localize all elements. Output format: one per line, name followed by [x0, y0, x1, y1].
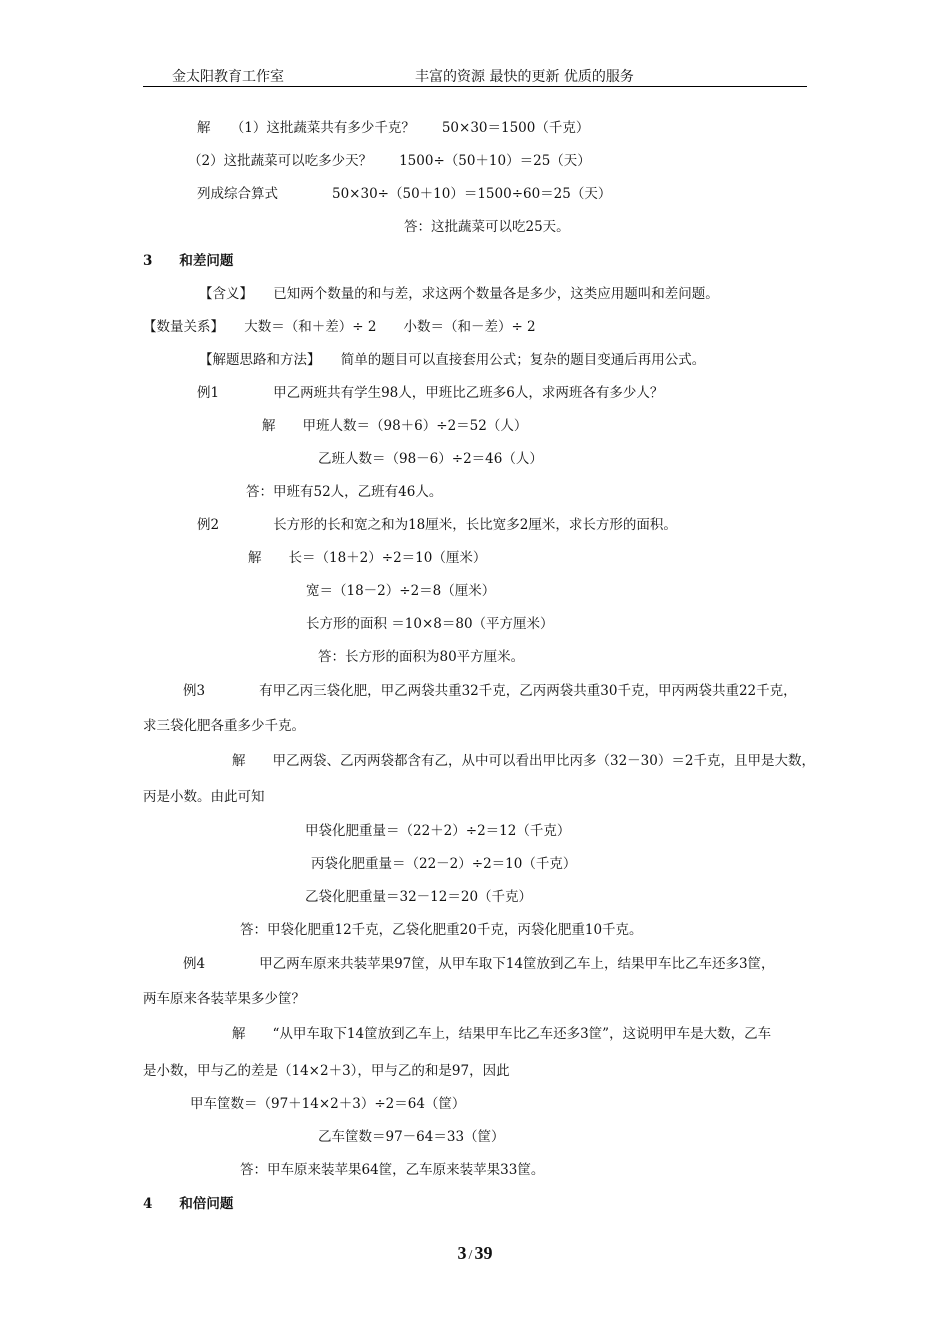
section-heading: 3 和差问题	[143, 253, 234, 269]
solution-line: 长方形的面积 ＝10×8＝80（平方厘米）	[306, 616, 554, 632]
example-line: 例4 甲乙两车原来共装苹果97筐，从甲车取下14筐放到乙车上，结果甲车比乙车还多3筐，	[183, 956, 775, 972]
answer-line: 答：甲班有52人，乙班有46人。	[246, 484, 443, 500]
solution-line: 乙袋化肥重量＝32－12＝20（千克）	[305, 889, 533, 905]
solution-line: 宽＝（18－2）÷2＝8（厘米）	[306, 583, 496, 599]
solution-line: 解 甲班人数＝（98＋6）÷2＝52（人）	[262, 418, 528, 434]
solution-line: 乙班人数＝（98－6）÷2＝46（人）	[318, 451, 543, 467]
solution-line: 甲车筐数＝（97＋14×2＋3）÷2＝64（筐）	[190, 1096, 466, 1112]
page-number	[0, 1243, 950, 1264]
total-pages: 39	[474, 1243, 493, 1263]
solution-line: 解 长＝（18＋2）÷2＝10（厘米）	[248, 550, 487, 566]
method-line: 【解题思路和方法】 简单的题目可以直接套用公式；复杂的题目变通后再用公式。	[199, 352, 706, 368]
header-rule	[143, 86, 807, 87]
definition-line: 【含义】 已知两个数量的和与差，求这两个数量各是多少，这类应用题叫和差问题。	[199, 286, 719, 302]
text-line: 列成综合算式 50×30÷（50＋10）＝1500÷60＝25（天）	[197, 186, 612, 202]
example-line: 例3 有甲乙丙三袋化肥，甲乙两袋共重32千克，乙丙两袋共重30千克，甲丙两袋共重22千克，	[183, 683, 797, 699]
solution-line: 丙袋化肥重量＝（22－2）÷2＝10（千克）	[311, 856, 577, 872]
text-line: 解 （1）这批蔬菜共有多少千克？ 50×30＝1500（千克）	[197, 120, 590, 136]
section-heading: 4 和倍问题	[143, 1196, 234, 1212]
solution-line: 是小数，甲与乙的差是（14×2＋3），甲与乙的和是97，因此	[143, 1063, 510, 1079]
solution-line: 解 “从甲车取下14筐放到乙车上，结果甲车比乙车还多3筐”，这说明甲车是大数，乙车	[232, 1026, 772, 1042]
solution-line: 丙是小数。由此可知	[143, 789, 265, 805]
answer-line: 答：甲袋化肥重12千克，乙袋化肥重20千克，丙袋化肥重10千克。	[240, 922, 643, 938]
example-line: 例1 甲乙两班共有学生98人，甲班比乙班多6人，求两班各有多少人？	[197, 385, 664, 401]
answer-line: 答：甲车原来装苹果64筐，乙车原来装苹果33筐。	[240, 1162, 545, 1178]
solution-line: 乙车筐数＝97－64＝33（筐）	[318, 1129, 505, 1145]
text-line: （2）这批蔬菜可以吃多少天？ 1500÷（50＋10）＝25（天）	[188, 153, 591, 169]
answer-line: 答：这批蔬菜可以吃25天。	[404, 219, 570, 235]
header-right-text: 丰富的资源 最快的更新 优质的服务	[415, 69, 634, 85]
header-left-text: 金太阳教育工作室	[172, 69, 284, 85]
quantity-relation-line: 【数量关系】 大数＝（和＋差）÷ 2 小数＝（和－差）÷ 2	[143, 319, 536, 335]
answer-line: 答：长方形的面积为80平方厘米。	[318, 649, 525, 665]
current-page: 3	[457, 1243, 467, 1263]
example-line: 例2 长方形的长和宽之和为18厘米，长比宽多2厘米，求长方形的面积。	[197, 517, 677, 533]
solution-line: 甲袋化肥重量＝（22＋2）÷2＝12（千克）	[305, 823, 571, 839]
solution-line: 解 甲乙两袋、乙丙两袋都含有乙，从中可以看出甲比丙多（32－30）＝2千克，且甲是大数，	[232, 753, 815, 769]
example-line: 两车原来各装苹果多少筐？	[143, 991, 305, 1007]
page-separator: /	[468, 1248, 473, 1263]
example-line: 求三袋化肥各重多少千克。	[143, 718, 305, 734]
